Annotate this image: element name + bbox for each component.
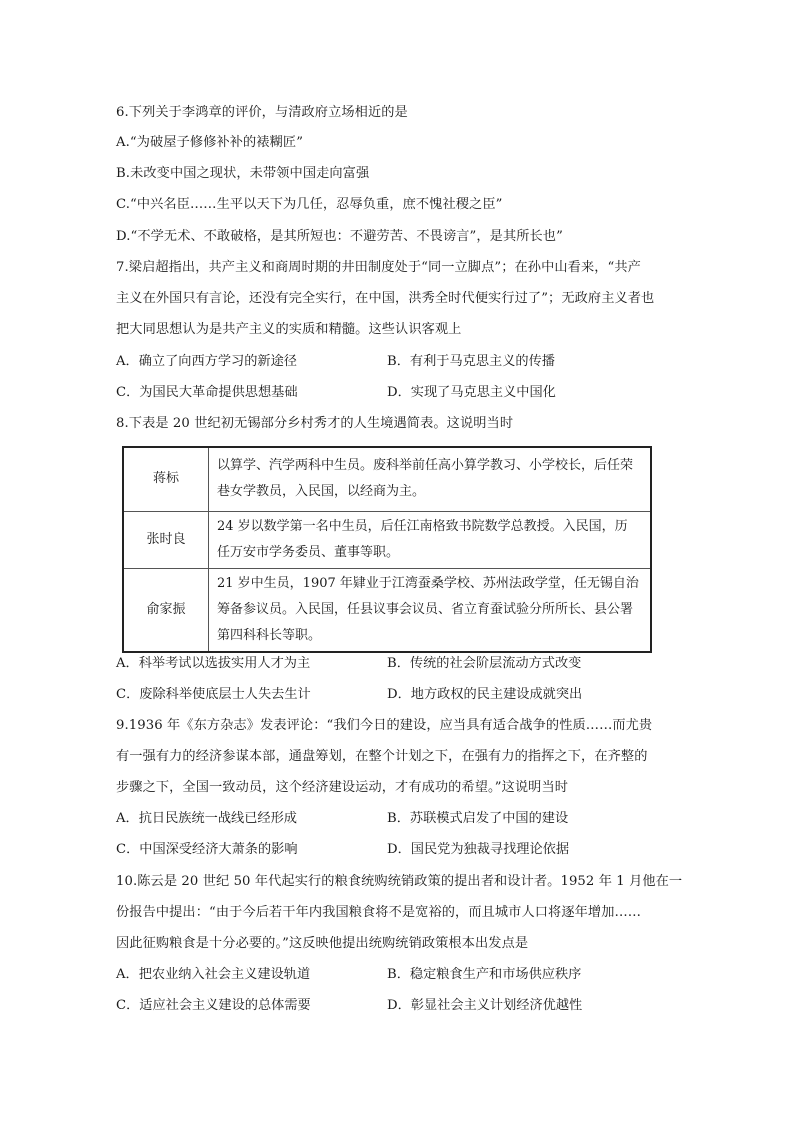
scholar-table [122, 446, 652, 653]
q7-option-b: B．有利于马克思主义的传播 [387, 354, 555, 369]
q8-stem: 8.下表是 20 世纪初无锡部分乡村秀才的人生境遇简表。这说明当时 [116, 416, 514, 431]
table-cell-name: 俞家振 [123, 568, 209, 652]
q9-option-b: B．苏联模式启发了中国的建设 [387, 811, 569, 826]
table-cell-name: 蒋标 [123, 447, 209, 511]
q9-option-c: C．中国深受经济大萧条的影响 [116, 842, 298, 857]
q9-stem-line-1: 9.1936 年《东方杂志》发表评论：“我们今日的建设，应当具有适合战争的性质……而尤贵 [116, 718, 653, 733]
q10-stem-line-1: 10.陈云是 20 世纪 50 年代起实行的粮食统购统销政策的提出者和设计者。1952 年 1 月他在一 [116, 874, 683, 889]
q10-stem-line-2: 份报告中提出：“由于今后若干年内我国粮食将不是宽裕的，而且城市人口将逐年增加…… [116, 905, 642, 920]
table-row [123, 511, 651, 568]
q9-stem-line-3: 步骤之下，全国一致动员，这个经济建设运动，才有成功的希望。”这说明当时 [116, 780, 569, 795]
q8-option-c: C．废除科举使底层士人失去生计 [116, 687, 311, 702]
table-desc-line: 24 岁以数学第一名中生员，后任江南格致书院数学总教授。入民国，历 [217, 518, 628, 534]
table-cell-name: 张时良 [123, 511, 209, 568]
table-cell-desc [209, 568, 652, 652]
q6-option-a: A.“为破屋子修修补补的裱糊匠” [116, 135, 304, 150]
q6-option-d: D.“不学无术、不敢破格，是其所短也：不避劳苦、不畏谤言”，是其所长也” [116, 229, 563, 244]
q10-option-b: B．稳定粮食生产和市场供应秩序 [387, 967, 582, 982]
q7-option-c: C．为国民大革命提供思想基础 [116, 385, 298, 400]
q9-stem-line-2: 有一强有力的经济参谋本部，通盘筹划，在整个计划之下，在强有力的指挥之下，在齐整的 [116, 749, 648, 764]
table-desc-line: 21 岁中生员，1907 年肄业于江湾蚕桑学校、苏州法政学堂，任无锡自治 [217, 575, 639, 591]
table-desc-line: 以算学、汽学两科中生员。废科举前任高小算学教习、小学校长，后任荣 [217, 458, 634, 474]
q9-option-a: A．抗日民族统一战线已经形成 [116, 811, 297, 826]
table-desc-line: 筹备参议员。入民国，任县议事会议员、省立育蚕试验分所所长、县公署 [217, 601, 634, 617]
table-desc-line: 第四科科长等职。 [217, 627, 322, 643]
q8-option-d: D．地方政权的民主建设成就突出 [387, 687, 583, 702]
q6-option-b: B.未改变中国之现状，未带领中国走向富强 [116, 166, 370, 181]
q8-option-b: B．传统的社会阶层流动方式改变 [387, 656, 582, 671]
q10-option-a: A．把农业纳入社会主义建设轨道 [116, 967, 311, 982]
q7-option-d: D．实现了马克思主义中国化 [387, 385, 556, 400]
q7-stem-line-2: 主义在外国只有言论，还没有完全实行，在中国，洪秀全时代便实行过了”；无政府主义者也 [116, 291, 655, 306]
table-desc-line: 巷女学教员，入民国，以经商为主。 [217, 484, 426, 500]
q8-option-a: A．科举考试以选拔实用人才为主 [116, 656, 311, 671]
q7-stem-line-1: 7.梁启超指出，共产主义和商周时期的井田制度处于“同一立脚点”；在孙中山看来，“共产 [116, 260, 641, 275]
q7-stem-line-3: 把大同思想认为是共产主义的实质和精髓。这些认识客观上 [116, 322, 462, 337]
q7-option-a: A．确立了向西方学习的新途径 [116, 354, 297, 369]
table-cell-desc [209, 447, 652, 511]
q10-stem-line-3: 因此征购粮食是十分必要的。”这反映他提出统购统销政策根本出发点是 [116, 936, 529, 951]
q9-option-d: D．国民党为独裁寻找理论依据 [387, 842, 570, 857]
q10-option-c: C．适应社会主义建设的总体需要 [116, 998, 311, 1013]
table-row [123, 568, 651, 652]
table-row [123, 447, 651, 511]
table-desc-line: 任万安市学务委员、董事等职。 [217, 544, 400, 560]
table-cell-desc [209, 511, 652, 568]
q6-stem: 6.下列关于李鸿章的评价，与清政府立场相近的是 [116, 105, 408, 120]
q10-option-d: D．彰显社会主义计划经济优越性 [387, 998, 583, 1013]
q6-option-c: C.“中兴名臣……生平以天下为几任，忍辱负重，庶不愧社稷之臣” [116, 197, 503, 212]
